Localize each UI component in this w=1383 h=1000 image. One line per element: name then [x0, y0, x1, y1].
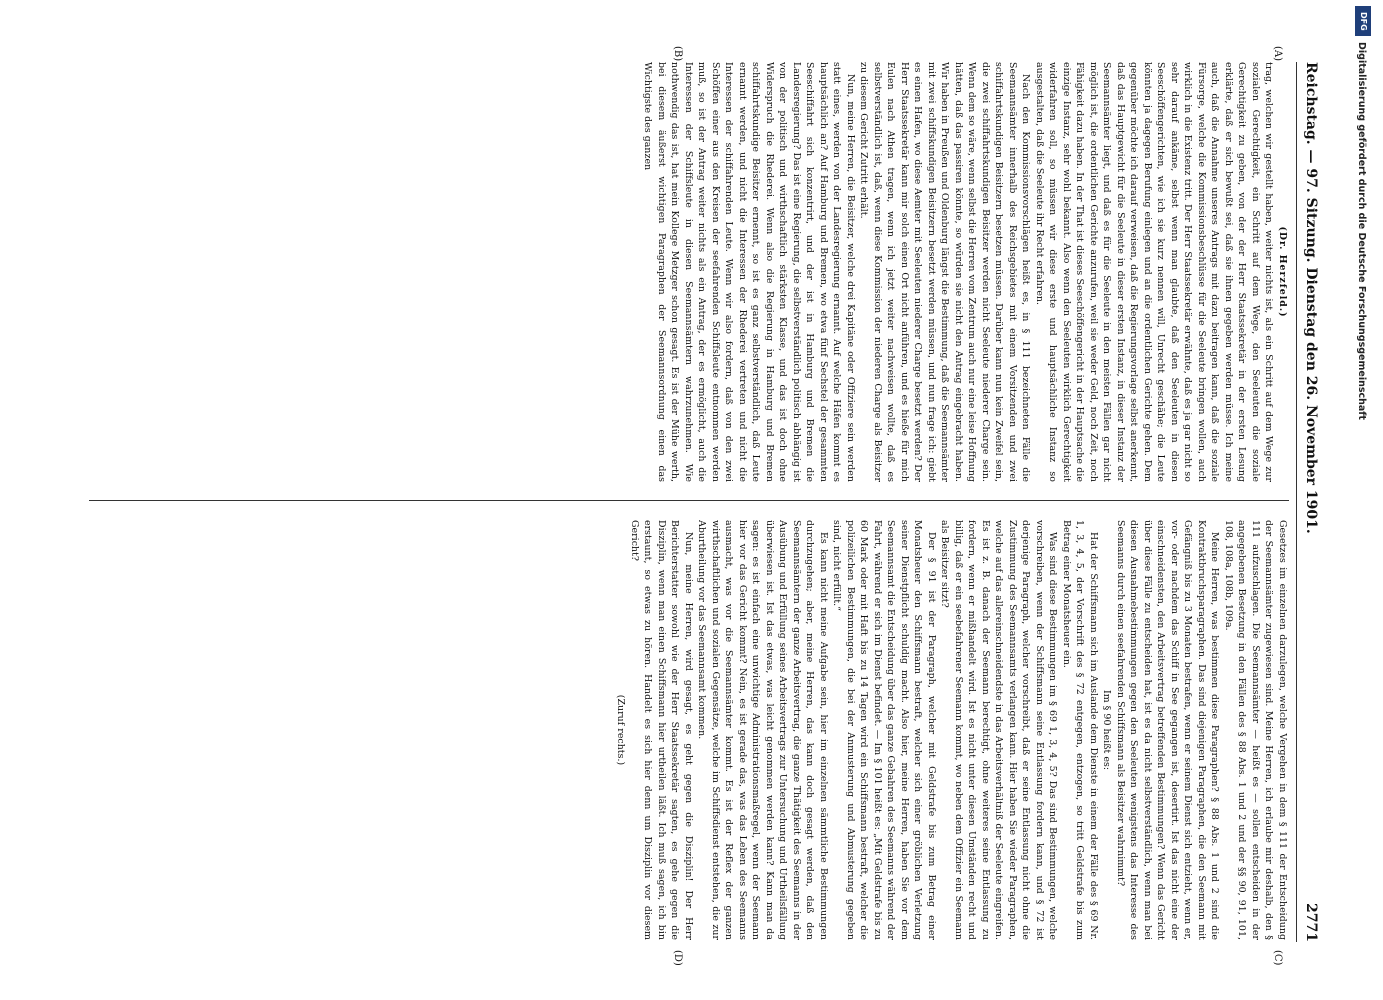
- paragraph: Gesetzes im einzelnen darzulegen, welche Vergehen in dem § 111 der Entscheidung der Seemannsämter zugewiesen sind. Meine Herren, ich erlaube mir deshalb, den § 111 aufzuschlagen. Die Seemannsämter — heißt es — sollen entscheiden in der angegebenen Besetzung in den Fällen des § 88 Abs. 1 und 2 und der §§ 90, 91, 101, 108, 108a, 108b, 109a.: [1223, 520, 1288, 940]
- margin-marker-d: (D): [672, 950, 683, 966]
- header-rule: [1296, 62, 1297, 942]
- quoted-paragraph: Hat der Schiffsmann sich im Auslande dem Dienste in einem der Fälle des § 69 Nr. 1, 3, 4, 5, der Vorschrift des § 72 entgegen, entzogen, so tritt Geldstrafe bis zum Betrag einer Monatsheuer ein.: [1061, 520, 1099, 940]
- dfg-strip: [1353, 6, 1373, 996]
- paragraph: Der § 91 ist der Paragraph, welcher mit Geldstrafe bis zum Betrag einer Monatsheuer den Schiffsmann bestraft, welcher sich einer gröblichen Verletzung seiner Dienstpflicht schuldig macht. Also hier, meine Herren, haben Sie vor dem Seemannsamt die Entscheidung über das ganze Gebahren des Seemanns während der Fahrt, während er sich im Dienst befindet. — Im § 101 heißt es: „Mit Geldstrafe bis zu 60 Mark oder mit Haft bis zu 14 Tagen wird ein Schiffsmann bestraft, welcher die polizeilichen Bestimmungen, die bei der Anmusterung und Abmusterung gegeben sind, nicht erfüllt.“: [831, 520, 937, 940]
- right-column: [79, 520, 1289, 940]
- dfg-logo: DFG: [1355, 6, 1371, 36]
- dfg-credit-text: Digitalisierung gefördert durch die Deutsche Forschungsgemeinschaft: [1356, 42, 1367, 420]
- newspaper-page: [73, 46, 1323, 966]
- paragraph: Im § 90 heißt es:: [1101, 689, 1113, 771]
- paragraph: trag, welchen wir gestellt haben, weiter nichts ist, als ein Schritt auf dem Wege zur sozialen Gerechtigkeit, ein Schritt auf dem Wege, den Seeleuten die soziale Gerechtigkeit zu geben, von der der Herr Staatssekretär in der ersten Lesung erklärte, daß er sich bewußt sei, daß sie ihnen gegeben werden müsse. Ich meine auch, daß die Annahme unseres Antrags mit dazu beitragen kann, daß die soziale Fürsorge, welche die Kommissionsbeschlüsse für die Seeleute bringen wollen, auch wirklich in die Existenz tritt. Der Herr Staatssekretär erwähnte, daß es ja gar nicht so sehr darauf ankäme, selbst wenn man glaubte, daß den Seeleuten in diesen Seeschöffengerichten, wie ich sie kurz nennen will, Unrecht geschähe; die Leute könnten ja dagegen Berufung einlegen und an die ordentlichen Gerichte gehen. Dem gegenüber möchte ich darauf verweisen, daß die Regierungsvorlage selbst anerkennt, daß das Hauptgewicht für die Seeleute in dieser ersten Instanz, in dieser Instanz der Seemannsämter liegt, und daß es für die Seeleute in den meisten Fällen gar nicht möglich ist, die ordentlichen Gerichte anzurufen, weil sie weder Geld, noch Zeit, noch Fähigkeit dazu haben. In der That ist dieses Seeschöffengericht in der Hauptsache die einzige Instanz, sehr wohl bekannt. Also wenn den Seeleuten wirklich Gerechtigkeit widerfahren soll, so müssen wir diese erste und hauptsächliche Instanz so ausgestalten, daß die Seeleute ihr Recht erfahren.: [1034, 62, 1275, 482]
- paragraph: Was sind diese Bestimmungen im § 69 1, 3, 4, 5? Das sind Bestimmungen, welche vorschreiben, wenn der Schiffsmann seine Entlassung fordern kann, und § 72 ist derjenige Paragraph, welcher vorschreibt, daß er seine Entlassung nicht ohne die Zustimmung des Seemannsamts verlangen kann. Hier haben Sie wieder Paragraphen, welche auf das allereinschneidendste in das Arbeitsverhältniß der Seeleute eingreifen. Es ist z. B. danach der Seemann berechtigt, ohne weiteres seine Entlassung zu fordern, wenn er mißhandelt wird. Ist es nicht unter diesen Umständen recht und billig, daß er ein seebefahrener Seemann kommt, wo neben dem Offizier ein Seemann als Beisitzer sitzt?: [939, 520, 1059, 940]
- margin-marker-b: (B): [672, 46, 683, 62]
- margin-marker-c: (C): [1272, 950, 1283, 966]
- paragraph: Nun, meine Herren, die Beisitzer, welche drei Kapitäne oder Offiziere sein werden statt eines, werden von der Landesregierung ernannt. Auf welche Häfen kommt es hauptsächlich an? Auf Hamburg und Bremen, wo etwa fünf Sechstel der gesammten Seeschiffahrt sich konzentrirt, und der ist in Hamburg und Bremen die Landesregierung? Das ist eine Regierung, die selbstverständlich politisch abhängig ist von der politisch und wirthschaftlich stärksten Klasse, und das ist doch ohne Widerspruch die Rhederei. Wenn also die Regierung in Hamburg und Bremen schiffahrtskundige Beisitzer ernennt, so ist es ganz selbstverständlich, daß Leute ernannt werden, und nicht die Interessen der Rhederei vertreten und nicht die Interessen der schiffahrenden Leute. Wenn wir also fordern, daß von den zwei Schöffen einer aus den Kreisen der seefahrenden Schiffsleute entnommen werden muß, so ist der Antrag weiter nichts als ein Antrag, der es ermöglicht, auch die Interessen der Schiffsleute in diesen Seemannsämtern wahrzunehmen. Wie nothwendig das ist, hat mein Kollege Metzger schon gesagt. Es ist der Mühe werth, bei diesem äußerst wichtigen Paragraphen der Seemannsordnung einen das Wichtigste des ganzen: [642, 62, 856, 482]
- paragraph: Nach den Kommissionsvorschlägen heißt es, in § 111 bezeichneten Fälle die Seemannsämter innerhalb des Reichsgebietes mit einem Vorsitzenden und zwei schiffahrtskundigen Beisitzern besetzen müssen. Darüber kann nun kein Zweifel sein, die zwei schiffahrtskundigen Beisitzer werden nicht Seeleute niederer Charge sein. Wenn dem so wäre, wenn selbst die Herren vom Zentrum auch nur eine leise Hoffnung hätten, daß das passiren könnte, so würden sie nicht den Antrag eingebracht haben. Wir haben in Preußen und Oldenburg längst die Bestimmung, daß die Seemannsämter mit zwei schiffskundigen Beisitzern besetzt werden müssen, und nun frage ich: giebt es einen Hafen, wo diese Aemter mit Seeleuten niederer Charge besetzt werden? Der Herr Staatssekretär kann mir solch einen Ort nicht anführen, und es hieße für mich Eulen nach Athen tragen, wenn ich jetzt weiter nachweisen wollte, daß es selbstverständlich ist, daß, wenn diese Kommission der niederen Charge als Beisitzer zu diesem Gericht Zutritt erhält.: [858, 62, 1032, 482]
- column-divider: [89, 500, 1289, 501]
- paragraph: Es kann nicht meine Aufgabe sein, hier im einzelnen sämmtliche Bestimmungen durchzugehen; aber, meine Herren, das kann doch gesagt werden, daß den Seemannsämtern der ganze Arbeitsvertrag, die ganze Thätigkeit des Seemanns in der Ausübung und Erfüllung seines Arbeitsvertrags zur Untersuchung und Urtheilsfällung überwiesen ist. Ist das etwas, was leicht genommen werden kann? Kann man da sagen: es ist einfach eine unwichtige Administrationsmaßregel, wenn der Seemann hier vor das Gericht kommt? Nein, es ist gerade das, was das Leben des Seemanns ausmacht, was vor die Seemannsämter kommt. Es ist der Reflex der ganzen wirthschaftlichen und sozialen Gegensätze, welche im Schiffsdienst entstehen, die zur Aburtheilung vor das Seemannsamt kommen.: [696, 520, 829, 940]
- page-header: [1297, 62, 1323, 942]
- margin-marker-a: (A): [1272, 46, 1283, 62]
- left-column: [79, 62, 1289, 482]
- speaker-name: (Dr. Herzfeld.): [1277, 226, 1288, 318]
- interjection: (Zuruf rechts.): [615, 694, 627, 766]
- header-title: Reichstag. — 97. Sitzung. Dienstag den 26. November 1901.: [1303, 62, 1319, 534]
- paragraph: Meine Herren, was bestimmen diese Paragraphen? § 88 Abs. 1 und 2 sind die Kontraktbruchsparagraphen. Das sind diejenigen Paragraphen, die den Seemann mit Gefängniß bis zu 3 Monaten bestrafen, wenn er seinem Dienst sich entzieht, wenn er, vor- oder nachdem das Schiff in See gegangen ist, desertirt. Ist das nicht eine der einschneidensten, den Arbeitsvertrag betreffenden Bestimmungen? Wenn das Gericht über diese Fälle zu entscheiden hat, ist es da nicht selbstverständlich, wenn man bei diesen Ausnahmebestimmungen gegen den Seeleuten wenigstens das Interesse des Seemanns durch einen seefahrenden Schiffsmann als Beisitzer wahrnimmt?: [1115, 520, 1221, 940]
- paragraph: Nun, meine Herren, wird gesagt, es geht gegen die Disziplin! Der Herr Berichterstatter sowohl wie der Herr Staatssekretär sagten, es gehe gegen die Disziplin, wenn man einen Schiffsmann hier urtheilen läßt. Ich muß sagen, ich bin erstaunt, so etwas zu hören. Handelt es sich hier denn um Disziplin vor diesem Gericht?: [629, 520, 694, 940]
- page-number: 2771: [1303, 903, 1319, 942]
